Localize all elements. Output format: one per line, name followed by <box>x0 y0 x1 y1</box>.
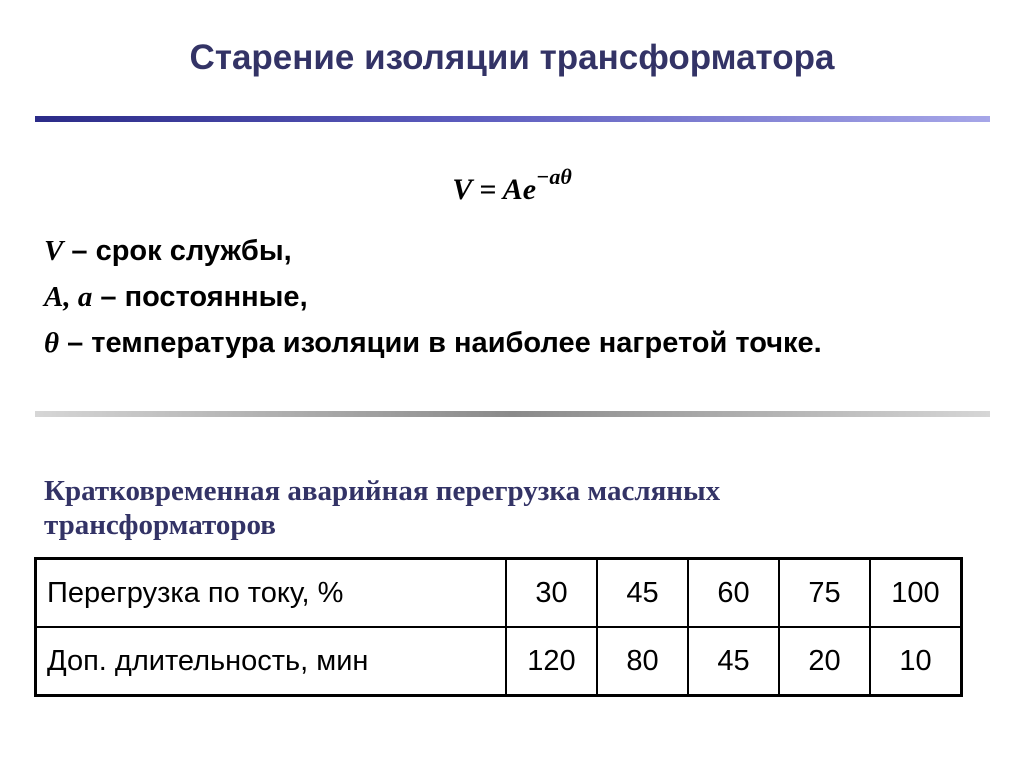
table-cell: 75 <box>779 559 870 628</box>
definition-symbol: θ <box>44 327 60 359</box>
definition-item <box>44 228 1004 274</box>
title-divider <box>35 116 990 122</box>
definition-text: – срок службы, <box>63 235 292 267</box>
table-row <box>36 559 962 628</box>
formula-rhs-base: Ae <box>502 173 537 206</box>
section-divider <box>35 411 990 417</box>
definition-text: – постоянные, <box>92 281 308 313</box>
slide-title: Старение изоляции трансформатора <box>189 38 835 77</box>
definitions-list <box>44 228 1004 366</box>
table-cell: 60 <box>688 559 779 628</box>
table-caption-line: Кратковременная аварийная перегрузка масляных <box>44 475 721 507</box>
table-cell: 80 <box>597 627 688 696</box>
table-row <box>36 627 962 696</box>
table-cell: 120 <box>506 627 597 696</box>
definition-item <box>44 320 1004 366</box>
definition-symbol: V <box>44 235 64 267</box>
table-cell: 10 <box>870 627 962 696</box>
formula-exponent: −aθ <box>536 164 572 189</box>
table-cell: 30 <box>506 559 597 628</box>
formula-equals: = <box>479 173 497 206</box>
row-label: Перегрузка по току, % <box>36 559 507 628</box>
row-label: Доп. длительность, мин <box>36 627 507 696</box>
table-cell: 100 <box>870 559 962 628</box>
definition-text: – температура изоляции в наиболее нагретой точке. <box>59 327 822 359</box>
formula <box>0 164 1024 207</box>
table-cell: 45 <box>597 559 688 628</box>
table-cell: 20 <box>779 627 870 696</box>
formula-lhs: V <box>452 173 472 206</box>
definition-symbol: A, a <box>44 281 93 313</box>
table-caption-line: трансформаторов <box>44 509 276 541</box>
overload-table <box>34 557 963 697</box>
definition-item <box>44 274 1004 320</box>
table-caption <box>44 474 944 542</box>
table-cell: 45 <box>688 627 779 696</box>
